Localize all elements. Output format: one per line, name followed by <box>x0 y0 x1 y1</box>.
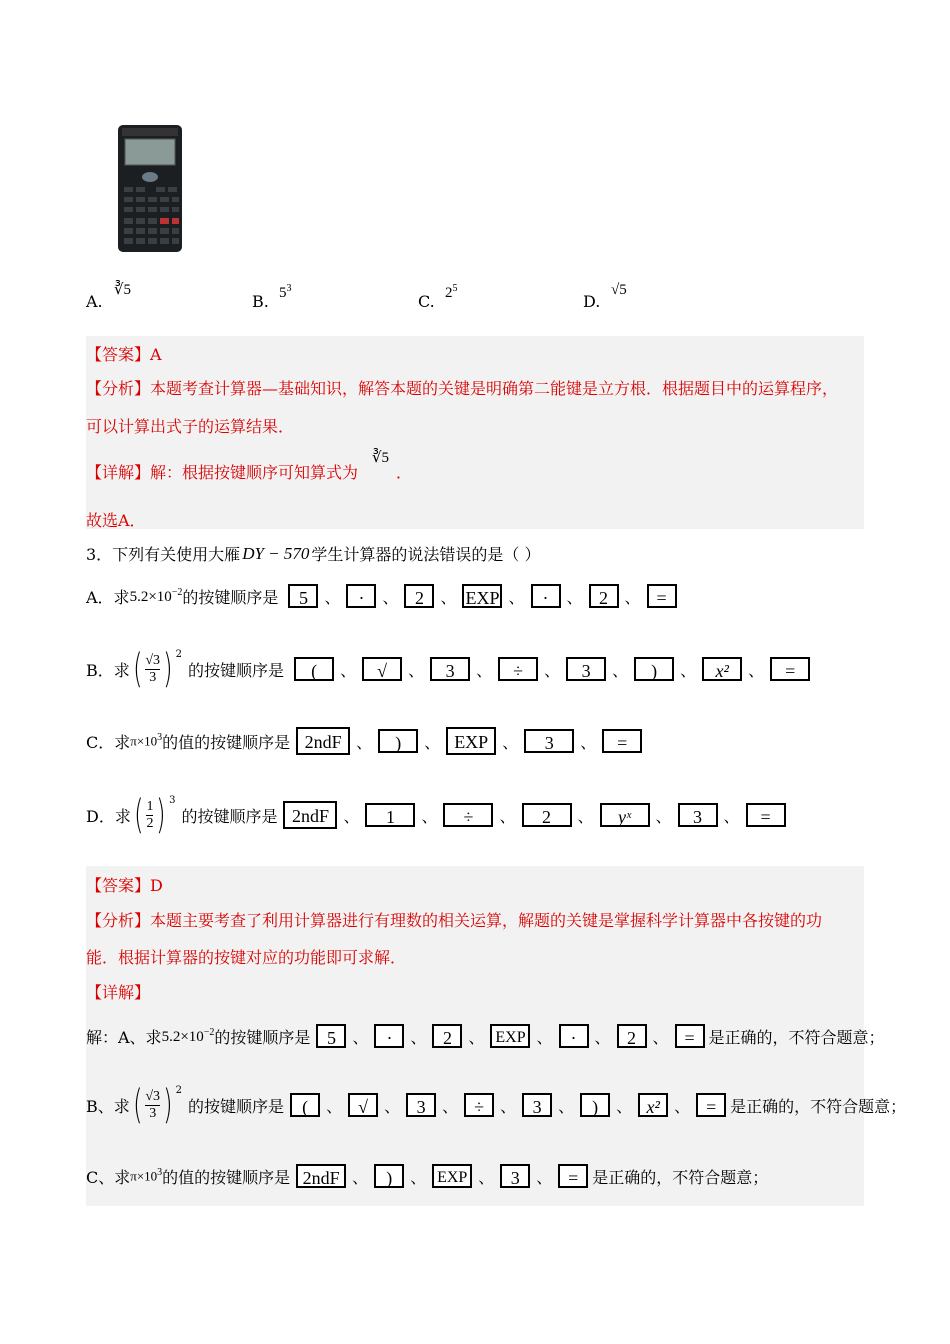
math-symbol: 3 <box>157 732 163 744</box>
separator: 、 <box>343 806 360 826</box>
math-symbol: $\frac{√3}{3}$ <box>145 1088 161 1121</box>
separator: 、 <box>536 1167 553 1187</box>
math-symbol: ( <box>132 646 143 692</box>
separator: 、 <box>502 732 519 752</box>
key-divide: ÷ <box>498 657 538 681</box>
key-2: 2 <box>432 1024 462 1048</box>
separator: 、 <box>544 660 561 680</box>
key-2: 2 <box>617 1024 647 1048</box>
key-exp: EXP <box>432 1164 472 1188</box>
math-symbol: $\frac{√3}{3}$ <box>145 652 161 685</box>
choose-1: 故选A． <box>86 511 146 530</box>
separator: 、 <box>624 587 641 607</box>
separator: 、 <box>324 587 341 607</box>
option-c: C. <box>418 292 435 311</box>
separator: 、 <box>384 1096 401 1116</box>
math-symbol: ) <box>163 646 173 692</box>
key-3: 3 <box>500 1164 530 1188</box>
key-equals: = <box>602 729 642 753</box>
math-symbol: −2 <box>171 586 183 598</box>
key-5: 5 <box>288 584 318 608</box>
math-symbol: ) <box>156 792 166 838</box>
separator: 、 <box>356 732 373 752</box>
separator: 、 <box>748 660 765 680</box>
analysis-2-line1: 【分析】本题主要考查了利用计算器进行有理数的相关运算，解题的关键是掌握科学计算器中各按键的功 <box>86 911 823 930</box>
math-symbol: 3 <box>169 794 176 806</box>
separator: 、 <box>655 806 672 826</box>
separator: 、 <box>326 1096 343 1116</box>
key-x-squared: x² <box>638 1093 668 1117</box>
key-right-paren: ) <box>378 729 418 753</box>
math-symbol: 3 <box>286 283 292 294</box>
key-right-paren: ) <box>580 1093 610 1117</box>
calculator-image <box>116 125 184 252</box>
solution-b: B、求 ( $\frac{√3}{3}$ ) 2 的按键顺序是 ( 、 √ 、 3 、 ÷ 、 3 、 ) 、 x² 、 = 是正确的，不符合题意； <box>86 1082 907 1128</box>
separator: 、 <box>558 1096 575 1116</box>
math-symbol: 3 <box>157 1167 163 1179</box>
key-right-paren: ) <box>634 657 674 681</box>
key-dot: · <box>374 1024 404 1048</box>
key-equals: = <box>746 803 786 827</box>
separator: 、 <box>410 1167 427 1187</box>
key-equals: = <box>770 657 810 681</box>
math-symbol: 2 <box>175 648 183 660</box>
key-divide: ÷ <box>443 803 493 827</box>
separator: 、 <box>440 587 457 607</box>
solution-c: C、求 $\pi\times 10^3$ 的值的按键顺序是 2ndF 、 ) 、 EXP 、 3 、 = 是正确的，不符合题意； <box>86 1164 768 1188</box>
separator: 、 <box>424 732 441 752</box>
math-symbol: 2 <box>175 1084 183 1096</box>
separator: 、 <box>352 1167 369 1187</box>
separator: 、 <box>594 1027 611 1047</box>
key-equals: = <box>558 1164 588 1188</box>
key-3: 3 <box>566 657 606 681</box>
separator: 、 <box>680 660 697 680</box>
answer-1: 【答案】A <box>86 345 162 364</box>
separator: 、 <box>499 806 516 826</box>
key-2ndf: 2ndF <box>296 1164 346 1188</box>
analysis-1-line2: 可以计算出式子的运算结果． <box>86 417 295 436</box>
key-equals: = <box>696 1093 726 1117</box>
key-exp: EXP <box>446 727 496 755</box>
separator: 、 <box>674 1096 691 1116</box>
separator: 、 <box>723 806 740 826</box>
key-5: 5 <box>316 1024 346 1048</box>
separator: 、 <box>536 1027 553 1047</box>
math-symbol: ( <box>133 792 144 838</box>
separator: 、 <box>382 587 399 607</box>
key-left-paren: ( <box>290 1093 320 1117</box>
option-a-expr: ∛5 <box>114 282 132 298</box>
question-3-option-c: C．求 $\pi\times 10^3$ 的值的按键顺序是 2ndF 、 ) 、 EXP 、 3 、 = <box>86 727 642 755</box>
separator: 、 <box>421 806 438 826</box>
separator: 、 <box>410 1027 427 1047</box>
separator: 、 <box>476 660 493 680</box>
math-symbol: −2 <box>203 1026 215 1038</box>
key-equals: = <box>647 584 677 608</box>
key-3: 3 <box>678 803 718 827</box>
key-2: 2 <box>522 803 572 827</box>
separator: 、 <box>566 587 583 607</box>
option-b-expr: $5^3$ <box>279 283 292 301</box>
question-3-stem: 3．下列有关使用大雁 DY − 570 学生计算器的说法错误的是（ ） <box>86 543 541 564</box>
separator: 、 <box>652 1027 669 1047</box>
option-d: D. <box>583 292 601 311</box>
option-d-expr: √5 <box>611 282 627 298</box>
key-2: 2 <box>589 584 619 608</box>
key-divide: ÷ <box>464 1093 494 1117</box>
separator: 、 <box>478 1167 495 1187</box>
analysis-2-line2: 能．根据计算器的按键对应的功能即可求解． <box>86 948 407 967</box>
key-dot: · <box>559 1024 589 1048</box>
key-exp: EXP <box>462 584 502 608</box>
separator: 、 <box>340 660 357 680</box>
detail-1-expr: ∛5 <box>372 450 390 466</box>
detail-2: 【详解】 <box>86 983 151 1002</box>
key-3: 3 <box>406 1093 436 1117</box>
key-2ndf: 2ndF <box>283 801 337 829</box>
separator: 、 <box>508 587 525 607</box>
key-1: 1 <box>365 803 415 827</box>
detail-1-end: ． <box>396 463 413 482</box>
key-2: 2 <box>404 584 434 608</box>
separator: 、 <box>580 732 597 752</box>
key-exp: EXP <box>490 1024 530 1048</box>
key-left-paren: ( <box>294 657 334 681</box>
detail-1: 【详解】解：根据按键顺序可知算式为 <box>86 463 359 482</box>
separator: 、 <box>442 1096 459 1116</box>
key-right-paren: ) <box>374 1164 404 1188</box>
math-symbol: 5 <box>452 283 458 294</box>
separator: 、 <box>408 660 425 680</box>
separator: 、 <box>352 1027 369 1047</box>
separator: 、 <box>616 1096 633 1116</box>
question-3-option-a: A．求 $5.2\times 10^{-2}$ 的按键顺序是 5 、 · 、 2 、 EXP 、 · 、 2 、 = <box>86 584 677 608</box>
solution-a: 解：A、求 $5.2\times 10^{-2}$ 的按键顺序是 5 、 · 、 2 、 EXP 、 · 、 2 、 = 是正确的，不符合题意； <box>86 1024 885 1048</box>
math-symbol: ( <box>132 1082 143 1128</box>
answer-2: 【答案】D <box>86 876 163 895</box>
math-symbol: ) <box>163 1082 173 1128</box>
key-3: 3 <box>522 1093 552 1117</box>
key-3: 3 <box>524 729 574 753</box>
separator: 、 <box>612 660 629 680</box>
key-y-power-x: yˣ <box>600 803 650 827</box>
key-equals: = <box>675 1024 705 1048</box>
key-2ndf: 2ndF <box>296 727 350 755</box>
key-x-squared: x² <box>702 657 742 681</box>
separator: 、 <box>468 1027 485 1047</box>
question-3-option-d: D．求 ( $\frac{1}{2}$ ) 3 的按键顺序是 2ndF 、 1 、 ÷ 、 2 、 yˣ 、 3 、 = <box>86 792 786 838</box>
question-3-option-b: B．求 ( $\frac{√3}{3}$ ) 2 的按键顺序是 ( 、 √ 、 3 、 ÷ 、 3 、 ) 、 x² 、 = <box>86 646 810 692</box>
key-dot: · <box>531 584 561 608</box>
key-dot: · <box>346 584 376 608</box>
analysis-1-line1: 【分析】本题考查计算器—基础知识，解答本题的关键是明确第二能键是立方根．根据题目中的运算程序， <box>86 379 839 398</box>
option-b: B. <box>252 292 269 311</box>
key-sqrt: √ <box>348 1093 378 1117</box>
separator: 、 <box>500 1096 517 1116</box>
key-sqrt: √ <box>362 657 402 681</box>
key-3: 3 <box>430 657 470 681</box>
math-symbol: $\frac{1}{2}$ <box>146 798 154 831</box>
separator: 、 <box>577 806 594 826</box>
option-a: A. <box>86 292 103 311</box>
option-c-expr: $2^5$ <box>445 283 458 301</box>
